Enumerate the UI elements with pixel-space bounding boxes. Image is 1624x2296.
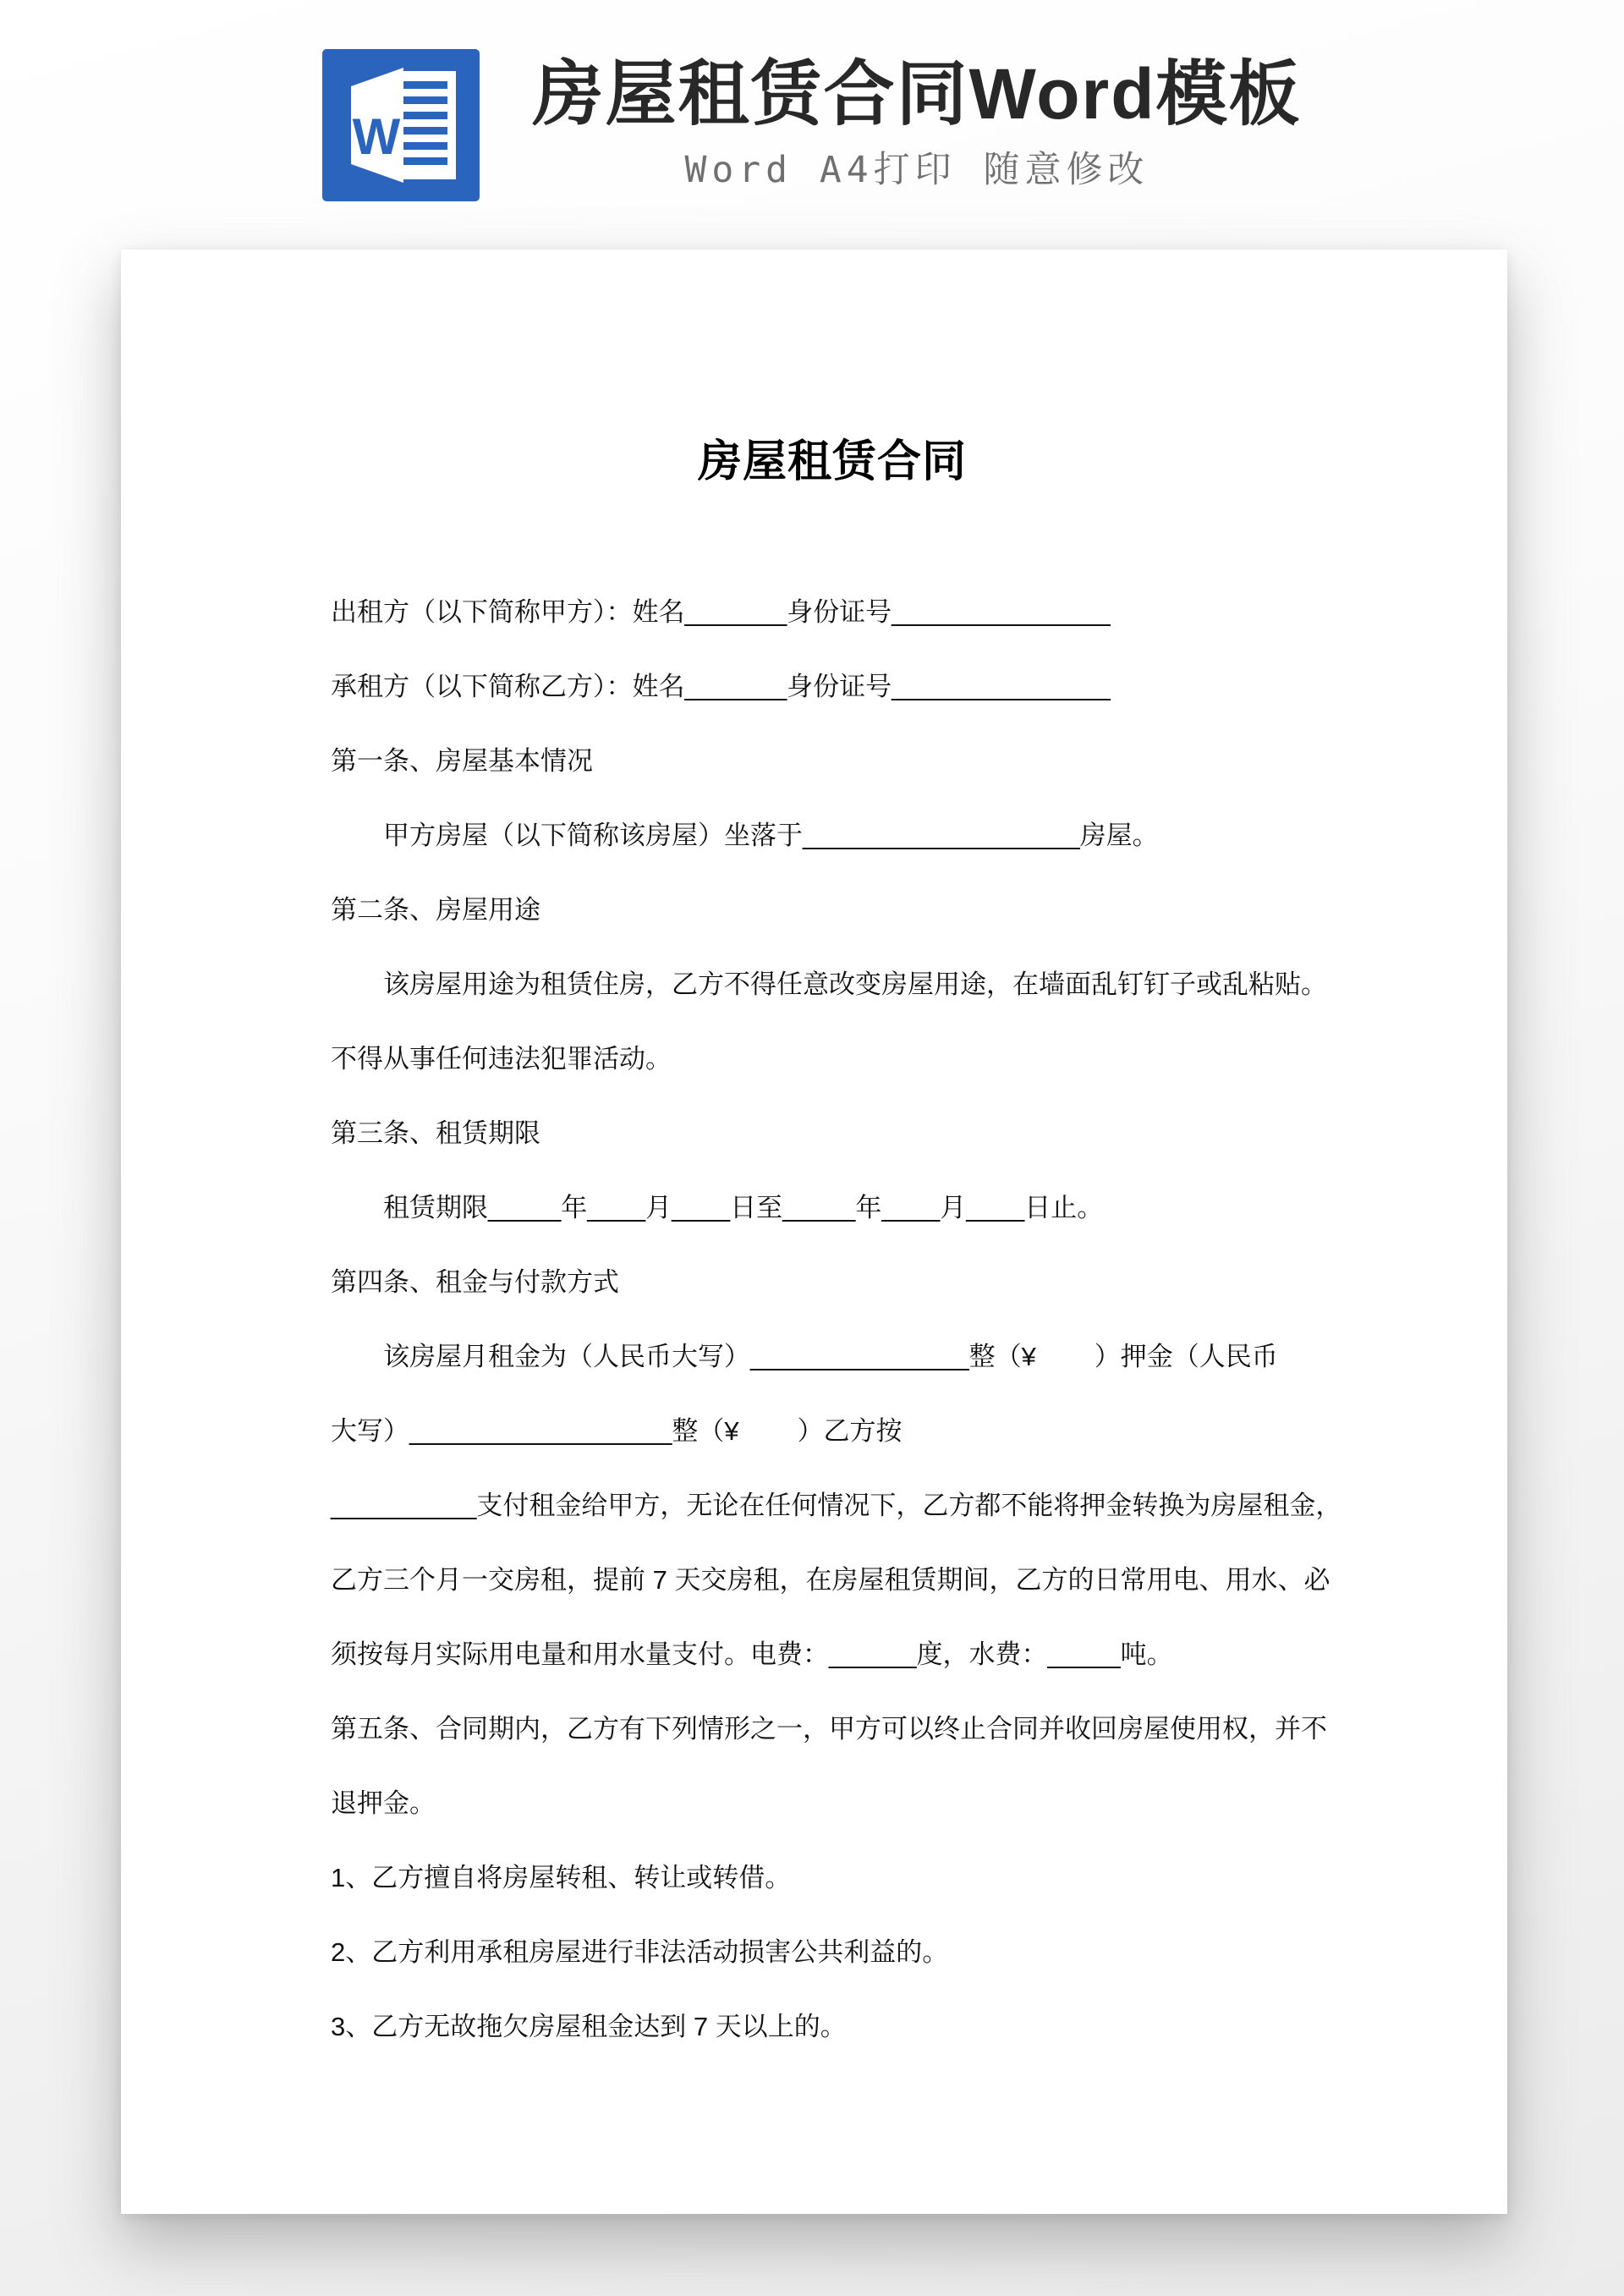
contract-line: 2、乙方利用承租房屋进行非法活动损害公共利益的。	[331, 1937, 949, 1967]
contract-line: 乙方三个月一交房租，提前 7 天交房租，在房屋租赁期间，乙方的日常用电、用水、必	[331, 1565, 1330, 1595]
page-subtitle: Word A4打印 随意修改	[684, 149, 1149, 192]
contract-line: 第五条、合同期内，乙方有下列情形之一，甲方可以终止合同并收回房屋使用权，并不	[331, 1714, 1327, 1744]
header-text	[532, 53, 1302, 193]
contract-line: 须按每月实际用电量和用水量支付。电费：______度，水费：_____吨。	[331, 1640, 1173, 1669]
document-page	[121, 250, 1507, 2214]
contract-line: 大写）__________________整（¥ ）乙方按	[331, 1416, 903, 1446]
page-title: 房屋租赁合同Word模板	[532, 53, 1302, 134]
contract-line: 第四条、租金与付款方式	[331, 1267, 619, 1297]
contract-line: 该房屋用途为租赁住房，乙方不得任意改变房屋用途，在墙面乱钉钉子或乱粘贴。	[383, 969, 1327, 999]
document-body	[331, 575, 1342, 2064]
contract-line: 租赁期限_____年____月____日至_____年____月____日止。	[383, 1193, 1104, 1222]
svg-text:W: W	[353, 107, 401, 165]
contract-line: 出租方（以下简称甲方）：姓名_______身份证号_______________	[331, 597, 1111, 627]
contract-line: 承租方（以下简称乙方）：姓名_______身份证号_______________	[331, 672, 1111, 701]
document-title: 房屋租赁合同	[697, 437, 967, 486]
contract-line: 退押金。	[331, 1788, 436, 1818]
site-header	[0, 0, 1624, 250]
contract-line: 1、乙方擅自将房屋转租、转让或转借。	[331, 1863, 792, 1892]
contract-line: 不得从事任何违法犯罪活动。	[331, 1044, 672, 1074]
contract-line: 第三条、租赁期限	[331, 1118, 540, 1148]
contract-line: 第二条、房屋用途	[331, 895, 540, 925]
contract-line: 该房屋月租金为（人民币大写）_______________整（¥ ）押金（人民币	[383, 1342, 1278, 1371]
contract-line: 甲方房屋（以下简称该房屋）坐落于___________________房屋。	[383, 821, 1159, 850]
word-icon	[322, 49, 480, 201]
contract-line: 3、乙方无故拖欠房屋租金达到 7 天以上的。	[331, 2012, 847, 2041]
contract-line: 第一条、房屋基本情况	[331, 746, 593, 776]
contract-line: __________支付租金给甲方，无论在任何情况下，乙方都不能将押金转换为房屋租金，	[331, 1491, 1342, 1520]
